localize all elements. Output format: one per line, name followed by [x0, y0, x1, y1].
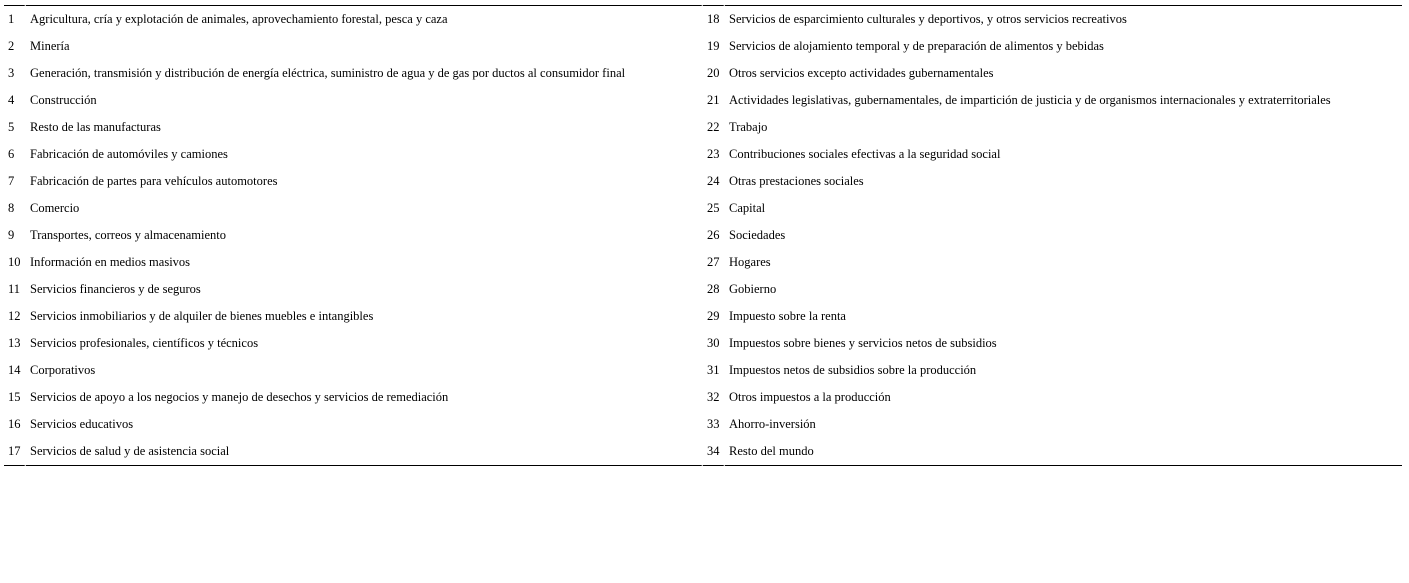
- table-row: [4, 438, 1402, 466]
- right-row-number: 31: [703, 357, 725, 384]
- table-row: [4, 141, 1402, 168]
- left-row-number: 11: [4, 276, 26, 303]
- table-row: [4, 33, 1402, 60]
- left-row-number: 3: [4, 60, 26, 87]
- right-row-number: 28: [703, 276, 725, 303]
- left-row-number: 12: [4, 303, 26, 330]
- right-row-label: Contribuciones sociales efectivas a la seguridad social: [729, 147, 1001, 161]
- right-row-label: Ahorro-inversión: [729, 417, 816, 431]
- left-row-label: Generación, transmisión y distribución de energía eléctrica, suministro de agua y de gas por ductos al consumidor final: [26, 60, 703, 87]
- right-row-number: 34: [703, 438, 725, 466]
- table-row: [4, 114, 1402, 141]
- table-row: [4, 168, 1402, 195]
- table-row: [4, 384, 1402, 411]
- right-row-number: 24: [703, 168, 725, 195]
- table-row: [4, 195, 1402, 222]
- left-row-label: Servicios de salud y de asistencia social: [26, 438, 703, 466]
- left-row-number: 6: [4, 141, 26, 168]
- right-row-label: Trabajo: [729, 120, 768, 134]
- right-row-number: 27: [703, 249, 725, 276]
- right-row-number: 25: [703, 195, 725, 222]
- right-row-label: Otros impuestos a la producción: [729, 390, 891, 404]
- left-row-label: Minería: [26, 33, 703, 60]
- left-row-label: Construcción: [26, 87, 703, 114]
- right-row-label: Impuesto sobre la renta: [729, 309, 846, 323]
- left-row-number: 7: [4, 168, 26, 195]
- table-row: [4, 249, 1402, 276]
- right-row-number: 33: [703, 411, 725, 438]
- table-row: [4, 87, 1402, 114]
- left-row-number: 1: [4, 5, 26, 33]
- left-row-number: 2: [4, 33, 26, 60]
- right-row-label: Servicios de esparcimiento culturales y deportivos, y otros servicios recreativos: [725, 5, 1402, 33]
- right-row-label: Gobierno: [729, 282, 777, 296]
- right-row-label: Resto del mundo: [725, 438, 1402, 466]
- right-row-number: 26: [703, 222, 725, 249]
- right-row-label: Impuestos netos de subsidios sobre la producción: [729, 363, 977, 377]
- right-row-number: 32: [703, 384, 725, 411]
- left-row-number: 13: [4, 330, 26, 357]
- table-row: [4, 303, 1402, 330]
- right-row-label: Sociedades: [729, 228, 786, 242]
- right-row-number: 20: [703, 60, 725, 87]
- left-row-label: Información en medios masivos: [26, 249, 703, 276]
- left-row-label: Servicios educativos: [26, 411, 703, 438]
- right-row-number: 18: [703, 5, 725, 33]
- right-row-number: 29: [703, 303, 725, 330]
- left-row-label: Comercio: [26, 195, 703, 222]
- left-row-number: 15: [4, 384, 26, 411]
- left-row-label: Fabricación de partes para vehículos automotores: [26, 168, 703, 195]
- left-row-label: Agricultura, cría y explotación de animales, aprovechamiento forestal, pesca y caza: [26, 5, 703, 33]
- left-row-label: Transportes, correos y almacenamiento: [26, 222, 703, 249]
- right-row-label: Actividades legislativas, gubernamentales, de impartición de justicia y de organismos internacionales y extraterritoriales: [729, 93, 1331, 107]
- left-row-label: Resto de las manufacturas: [26, 114, 703, 141]
- right-row-number: 21: [703, 87, 725, 114]
- table-row: [4, 330, 1402, 357]
- sector-table: [4, 5, 1402, 466]
- left-row-number: 17: [4, 438, 26, 466]
- left-row-label: Servicios profesionales, científicos y técnicos: [26, 330, 703, 357]
- right-row-label: Hogares: [729, 255, 771, 269]
- right-row-label: Impuestos sobre bienes y servicios netos de subsidios: [729, 336, 997, 350]
- table-row: [4, 5, 1402, 33]
- right-row-number: 30: [703, 330, 725, 357]
- table-row: [4, 411, 1402, 438]
- left-row-label: Servicios inmobiliarios y de alquiler de bienes muebles e intangibles: [26, 303, 703, 330]
- right-row-label: Capital: [729, 201, 766, 215]
- left-row-label: Servicios financieros y de seguros: [26, 276, 703, 303]
- right-row-number: 22: [703, 114, 725, 141]
- right-row-label: Otras prestaciones sociales: [729, 174, 864, 188]
- left-row-number: 4: [4, 87, 26, 114]
- right-row-number: 23: [703, 141, 725, 168]
- table-row: [4, 276, 1402, 303]
- left-row-number: 16: [4, 411, 26, 438]
- right-row-label: Servicios de alojamiento temporal y de preparación de alimentos y bebidas: [729, 39, 1104, 53]
- right-row-number: 19: [703, 33, 725, 60]
- sector-table-body: [4, 5, 1402, 466]
- table-row: [4, 357, 1402, 384]
- left-row-label: Corporativos: [26, 357, 703, 384]
- left-row-number: 14: [4, 357, 26, 384]
- right-row-label: Otros servicios excepto actividades gubernamentales: [729, 66, 994, 80]
- table-row: [4, 222, 1402, 249]
- table-row: [4, 60, 1402, 87]
- left-row-number: 10: [4, 249, 26, 276]
- left-row-label: Servicios de apoyo a los negocios y manejo de desechos y servicios de remediación: [26, 384, 703, 411]
- left-row-number: 8: [4, 195, 26, 222]
- left-row-number: 9: [4, 222, 26, 249]
- left-row-label: Fabricación de automóviles y camiones: [26, 141, 703, 168]
- left-row-number: 5: [4, 114, 26, 141]
